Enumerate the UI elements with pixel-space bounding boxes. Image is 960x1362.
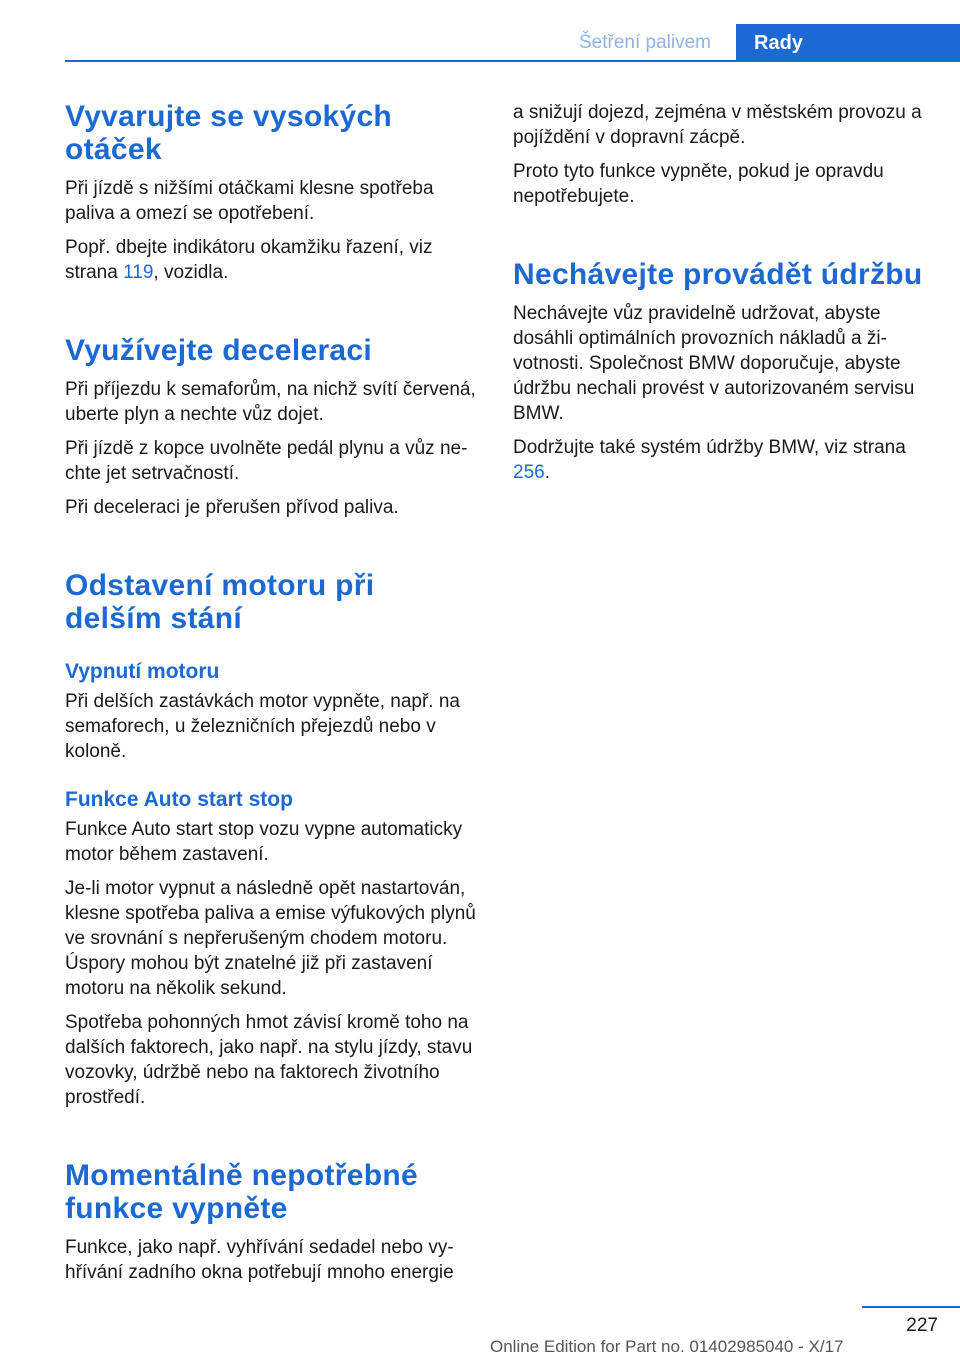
left-column: [65, 100, 480, 1294]
heading-maintenance: Nechávejte provádět údržbu: [513, 258, 923, 291]
paragraph: Při jízdě z kopce uvolněte pedál plynu a vůz nechte jet setrvačností.: [65, 438, 468, 484]
paragraph: Při příjezdu k semaforům, na nichž svítí červená, uberte plyn a nechte vůz dojet.: [65, 379, 476, 425]
text: Dodržujte také systém údržby BMW, viz strana: [513, 437, 906, 458]
paragraph: Spotřeba pohonných hmot závisí kromě toho na dalších faktorech, jako např. na stylu jízdy, stavu vozovky, údržbě nebo na faktorech životního prostředí.: [65, 1012, 473, 1108]
text: , vozidla.: [153, 262, 229, 283]
page-number: 227: [906, 1315, 938, 1336]
text: .: [544, 462, 550, 483]
heading-switch-off-functions: Momentálně nepotřebné funkce vypněte: [65, 1159, 418, 1225]
paragraph: Je-li motor vypnut a následně opět nastartován, klesne spotřeba paliva a emise výfukových plynů ve srovnání s nepřerušeným chodem motoru. Úspory mohou být znatelné již při zastavení motoru na několik sekund.: [65, 878, 476, 999]
header-section-label: Šetření palivem: [578, 32, 711, 53]
subheading-auto-start-stop: Funkce Auto start stop: [65, 788, 293, 811]
paragraph: Proto tyto funkce vypněte, pokud je opravdu nepotřebujete.: [513, 161, 884, 207]
paragraph: Při jízdě s nižšími otáčkami klesne spotřeba paliva a omezí se opotřebení.: [65, 178, 434, 224]
paragraph: [513, 435, 933, 485]
subheading-engine-off: Vypnutí motoru: [65, 660, 220, 683]
heading-engine-off-long-stop: Odstavení motoru při delším stání: [65, 569, 375, 635]
paragraph: [65, 235, 480, 285]
header-tab-rady[interactable]: Rady: [736, 24, 960, 62]
paragraph: Při deceleraci je přerušen přívod paliva.: [65, 497, 399, 518]
paragraph: Funkce Auto start stop vozu vypne automaticky motor během zastavení.: [65, 819, 463, 865]
page-link-256[interactable]: 256: [513, 462, 545, 483]
page-link-119[interactable]: 119: [123, 262, 154, 283]
paragraph: Funkce, jako např. vyhřívání sedadel nebo vyhřívání zadního okna potřebují mnoho energie: [65, 1237, 454, 1283]
footer-edition: Online Edition for Part no. 01402985040 - X/17: [490, 1337, 844, 1356]
text: Popř. dbejte indikátoru okamžiku řazení, viz strana: [65, 237, 433, 283]
heading-use-deceleration: Využívejte deceleraci: [65, 334, 373, 367]
header-rule: [65, 60, 960, 62]
right-column: [513, 100, 933, 494]
heading-avoid-high-rpm: Vyvarujte se vysokých otáček: [65, 100, 393, 166]
paragraph: Nechávejte vůz pravidelně udržovat, abyste dosáhli optimálních provozních nákladů a životnosti. Společnost BMW doporučuje, abyste údržbu nechali provést v autorizovaném servisu BMW.: [513, 303, 915, 424]
paragraph: a snižují dojezd, zejména v městském provozu a pojíždění v dopravní zácpě.: [513, 102, 922, 148]
footer-rule: [862, 1306, 960, 1308]
paragraph: Při delších zastávkách motor vypněte, např. na semaforech, u železničních přejezdů nebo v koloně.: [65, 691, 460, 762]
